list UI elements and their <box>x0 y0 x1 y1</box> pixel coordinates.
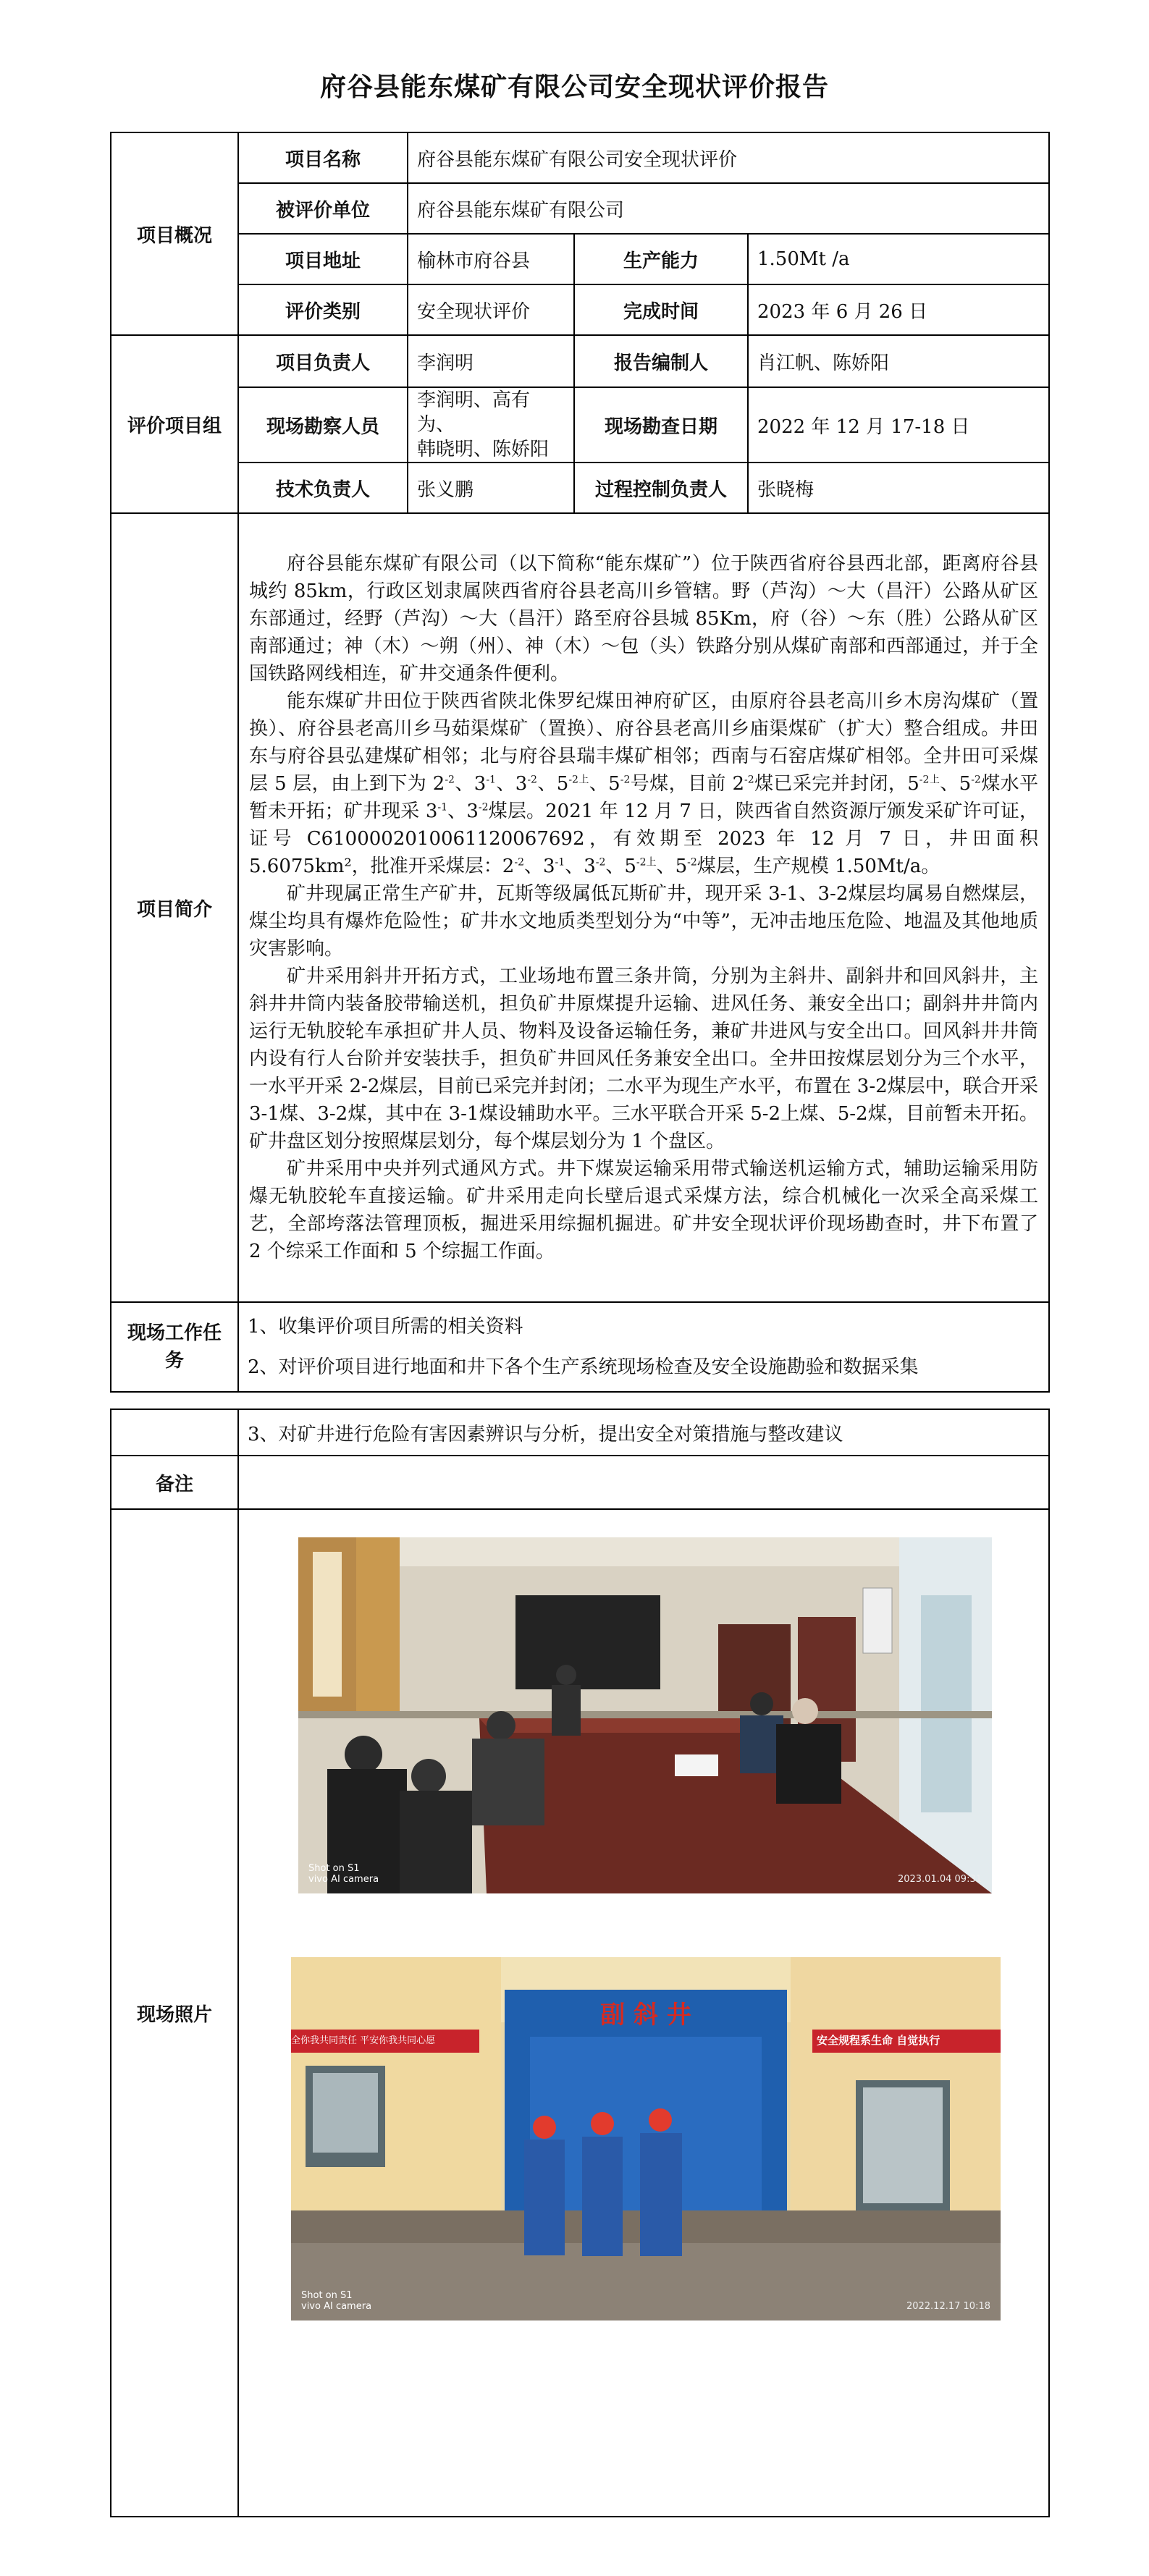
shaft-sign: 副 斜 井 <box>600 2001 691 2030</box>
address-label: 项目地址 <box>238 234 408 284</box>
task-1: 1、收集评价项目所需的相关资料 <box>248 1316 523 1338</box>
tasks-list <box>238 1302 1049 1392</box>
shaft-photo-timestamp: 2022.12.17 10:18 <box>906 2301 990 2312</box>
meeting-scene-image <box>298 1537 992 1893</box>
intro-paragraph-3: 矿井现属正常生产矿井，瓦斯等级属低瓦斯矿井，现开采 3-1、3-2煤层均属易自燃煤层，煤尘均具有爆炸危险性；矿井水文地质类型划分为“中等”，无冲击地压危险、地温及其他地质灾害影响。 <box>249 883 1039 960</box>
project-name-value: 府谷县能东煤矿有限公司安全现状评价 <box>408 132 1049 183</box>
report-table-2 <box>110 1409 1050 2517</box>
meeting-photo <box>298 1537 992 1893</box>
eval-type-value: 安全现状评价 <box>408 284 574 335</box>
unit-label: 被评价单位 <box>238 183 408 234</box>
meeting-photo-timestamp: 2023.01.04 09:31 <box>897 1874 982 1885</box>
overview-section-label: 项目概况 <box>111 132 238 335</box>
team-section-label: 评价项目组 <box>111 335 238 513</box>
photos-cell <box>238 1509 1049 2517</box>
shaft-photo <box>291 1957 1001 2320</box>
banner-right: 安全规程系生命 自觉执行 <box>817 2034 940 2047</box>
project-name-label: 项目名称 <box>238 132 408 183</box>
project-lead-label: 项目负责人 <box>238 335 408 387</box>
report-editor-label: 报告编制人 <box>574 335 748 387</box>
task-2: 2、对评价项目进行地面和井下各个生产系统现场检查及安全设施勘验和数据采集 <box>248 1356 919 1378</box>
intro-section-label: 项目简介 <box>111 513 238 1302</box>
process-control-value: 张晓梅 <box>748 463 1049 513</box>
photos-section-label: 现场照片 <box>111 1509 238 2517</box>
banner-left: 全你我共同责任 平安你我共同心愿 <box>291 2035 436 2046</box>
intro-paragraph-1: 府谷县能东煤矿有限公司（以下简称“能东煤矿”）位于陕西省府谷县西北部，距离府谷县城约 85km，行政区划隶属陕西省府谷县老高川乡管辖。野（芦沟）～大（昌汗）公路从矿区东部通过，经野（芦沟）～大（昌汗）路至府谷县城 85Km，府（谷）～东（胜）公路从矿区南部通过；神（木）～朔（州）、神（木）～包（头）铁路分别从煤矿南部和西部通过，并于全国铁路网线相连，矿井交通条件便利。 <box>249 553 1039 685</box>
tech-lead-value: 张义鹏 <box>408 463 574 513</box>
survey-staff-line-2: 韩晓明、陈娇阳 <box>417 439 550 460</box>
completion-label: 完成时间 <box>574 284 748 335</box>
project-lead-value: 李润明 <box>408 335 574 387</box>
tasks-section-label: 现场工作任务 <box>111 1302 238 1392</box>
page-title: 府谷县能东煤矿有限公司安全现状评价报告 <box>319 72 829 102</box>
survey-date-label: 现场勘查日期 <box>574 387 748 463</box>
tasks-continued-blank <box>111 1409 238 1456</box>
task-3: 3、对矿井进行危险有害因素辨识与分析，提出安全对策措施与整改建议 <box>238 1409 1049 1456</box>
eval-type-label: 评价类别 <box>238 284 408 335</box>
shaft-photo-watermark: Shot on S1 vivo AI camera <box>301 2290 372 2312</box>
meeting-photo-watermark: Shot on S1 vivo AI camera <box>308 1863 379 1885</box>
completion-value: 2023 年 6 月 26 日 <box>748 284 1049 335</box>
survey-staff-line-1: 李润明、高有为、 <box>417 389 531 436</box>
remark-value <box>238 1456 1049 1509</box>
survey-staff-value <box>408 387 574 463</box>
tech-lead-label: 技术负责人 <box>238 463 408 513</box>
intro-paragraph-2: 能东煤矿井田位于陕西省陕北侏罗纪煤田神府矿区，由原府谷县老高川乡木房沟煤矿（置换）、府谷县老高川乡马茹渠煤矿（置换）、府谷县老高川乡庙渠煤矿（扩大）整合组成。井田东与府谷县弘建煤矿相邻；北与府谷县瑞丰煤矿相邻；西南与石窑店煤矿相邻。全井田可采煤层 5 层，由上到下为 $2^{-2}$、$3^{-1}$、$3^{-2}$、$5^{-2上}$、$5^{-2}$号煤，目前 $2^{-2}$煤已采完并封闭，$5^{-2上}$、$5^{-2}$煤水平暂未开拓；矿井现采 $3^{-1}$、$3^{-2}$煤层。2021 年 12 月 7 日，陕西省自然资源厅颁发采矿许可证，证号 C6100002010061120067692，有效期至 2023 年 12 月 7 日，井田面积 5.6075km²，批准开采煤层：$2^{-2}$、$3^{-1}$、$3^{-2}$、$5^{-2上}$、$5^{-2}$煤层，生产规模 1.50Mt/a。 <box>249 691 1039 877</box>
address-value: 榆林市府谷县 <box>408 234 574 284</box>
intro-paragraph-4: 矿井采用斜井开拓方式，工业场地布置三条井筒，分别为主斜井、副斜井和回风斜井，主斜井井筒内装备胶带输送机，担负矿井原煤提升运输、进风任务、兼安全出口；副斜井井筒内运行无轨胶轮车承担矿井人员、物料及设备运输任务，兼矿井进风与安全出口。回风斜井井筒内设有行人台阶并安装扶手，担负矿井回风任务兼安全出口。全井田按煤层划分为三个水平，一水平开采 2-2煤层，目前已采完并封闭；二水平为现生产水平，布置在 3-2煤层中，联合开采 3-1煤、3-2煤，其中在 3-1煤设辅助水平。三水平联合开采 5-2上煤、5-2煤，目前暂未开拓。矿井盘区划分按照煤层划分，每个煤层划分为 1 个盘区。 <box>249 966 1039 1152</box>
report-table-1 <box>110 132 1050 1393</box>
process-control-label: 过程控制负责人 <box>574 463 748 513</box>
capacity-label: 生产能力 <box>574 234 748 284</box>
survey-date-value: 2022 年 12 月 17-18 日 <box>748 387 1049 463</box>
capacity-value: 1.50Mt /a <box>748 234 1049 284</box>
remark-section-label: 备注 <box>111 1456 238 1509</box>
report-editor-value: 肖江帆、陈娇阳 <box>748 335 1049 387</box>
survey-staff-label: 现场勘察人员 <box>238 387 408 463</box>
intro-text <box>238 513 1049 1302</box>
intro-paragraph-5: 矿井采用中央并列式通风方式。井下煤炭运输采用带式输送机运输方式，辅助运输采用防爆无轨胶轮车直接运输。矿井采用走向长壁后退式采煤方法，综合机械化一次采全高采煤工艺，全部垮落法管理顶板，掘进采用综掘机掘进。矿井安全现状评价现场勘查时，井下布置了 2 个综采工作面和 5 个综掘工作面。 <box>249 1158 1039 1262</box>
unit-value: 府谷县能东煤矿有限公司 <box>408 183 1049 234</box>
